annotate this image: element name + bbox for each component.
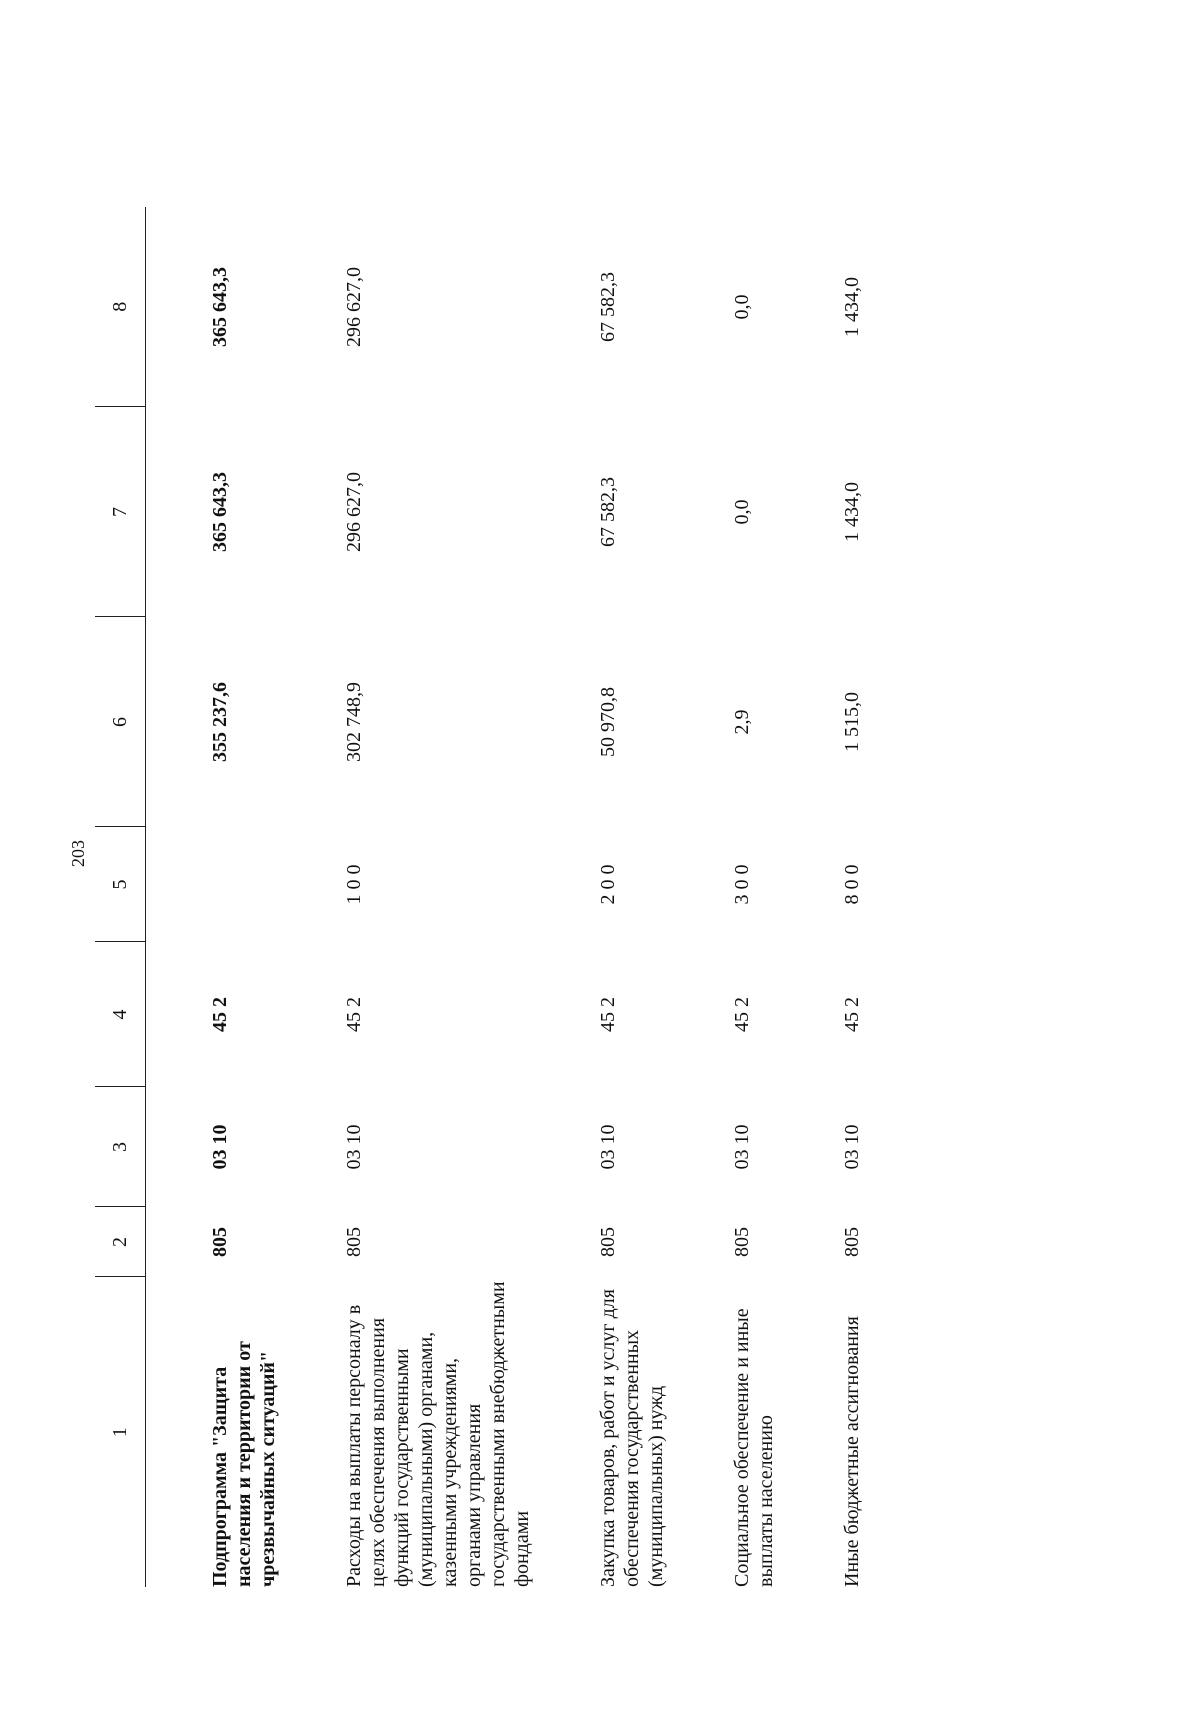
row-name: Расходы на выплаты персоналу в целях обеспечения выполнения функций государственными (муниципальными) органами, казенными учреждениями, органами управления государственными внебюджетными фондами	[343, 1281, 533, 1587]
table-row	[328, 207, 534, 1587]
cell-c3: 03 10	[597, 1124, 619, 1170]
cell-c4: 45 2	[597, 997, 619, 1032]
cell-c4: 45 2	[731, 997, 753, 1032]
cell-c2: 805	[597, 1227, 619, 1257]
cell-c6: 355 237,6	[209, 682, 231, 762]
page-number: 203	[68, 840, 88, 867]
cell-c3: 03 10	[209, 1124, 231, 1170]
cell-c6: 302 748,9	[343, 682, 365, 762]
row-name: Подпрограмма "Защита населения и территории от чрезвычайных ситуаций"	[209, 1341, 279, 1587]
table-row	[194, 207, 280, 1587]
col-header-8: 8	[95, 207, 146, 407]
col-header-2: 2	[95, 1207, 146, 1277]
cell-c7: 0,0	[731, 499, 753, 525]
cell-c6: 50 970,8	[597, 687, 619, 757]
cell-c2: 805	[343, 1227, 365, 1257]
cell-c8: 67 582,3	[597, 272, 619, 342]
col-header-3: 3	[95, 1087, 146, 1207]
col-header-5: 5	[95, 827, 146, 942]
budget-table	[95, 207, 864, 1587]
cell-c3: 03 10	[731, 1124, 753, 1170]
cell-c3: 03 10	[841, 1124, 863, 1170]
cell-c7: 67 582,3	[597, 477, 619, 547]
cell-c2: 805	[841, 1227, 863, 1257]
cell-c3: 03 10	[343, 1124, 365, 1170]
cell-c6: 1 515,0	[841, 692, 863, 752]
cell-c8: 1 434,0	[841, 277, 863, 337]
row-name: Иные бюджетные ассигнования	[841, 1316, 863, 1587]
col-header-6: 6	[95, 617, 146, 827]
cell-c8: 365 643,3	[209, 267, 231, 347]
cell-c4: 45 2	[343, 997, 365, 1032]
col-header-4: 4	[95, 942, 146, 1087]
table-row	[582, 207, 668, 1587]
cell-c4: 45 2	[841, 997, 863, 1032]
cell-c4: 45 2	[209, 997, 231, 1032]
cell-c5: 3 0 0	[731, 864, 753, 905]
table-row	[716, 207, 778, 1587]
col-header-1: 1	[95, 1277, 146, 1587]
cell-c5	[194, 827, 280, 942]
row-name: Социальное обеспечение и иные выплаты населению	[731, 1308, 777, 1587]
cell-c2: 805	[731, 1227, 753, 1257]
cell-c7: 1 434,0	[841, 482, 863, 542]
cell-c5: 2 0 0	[597, 864, 619, 905]
col-header-7: 7	[95, 407, 146, 617]
table-row	[826, 207, 864, 1587]
cell-c6: 2,9	[731, 709, 753, 735]
header-row	[95, 207, 146, 1587]
cell-c7: 365 643,3	[209, 472, 231, 552]
cell-c5: 8 0 0	[841, 864, 863, 905]
row-name: Закупка товаров, работ и услуг для обеспечения государственных (муниципальных) нужд	[597, 1289, 667, 1587]
cell-c8: 0,0	[731, 294, 753, 320]
cell-c5: 1 0 0	[343, 864, 365, 905]
cell-c7: 296 627,0	[343, 472, 365, 552]
cell-c8: 296 627,0	[343, 267, 365, 347]
cell-c2: 805	[209, 1227, 231, 1257]
